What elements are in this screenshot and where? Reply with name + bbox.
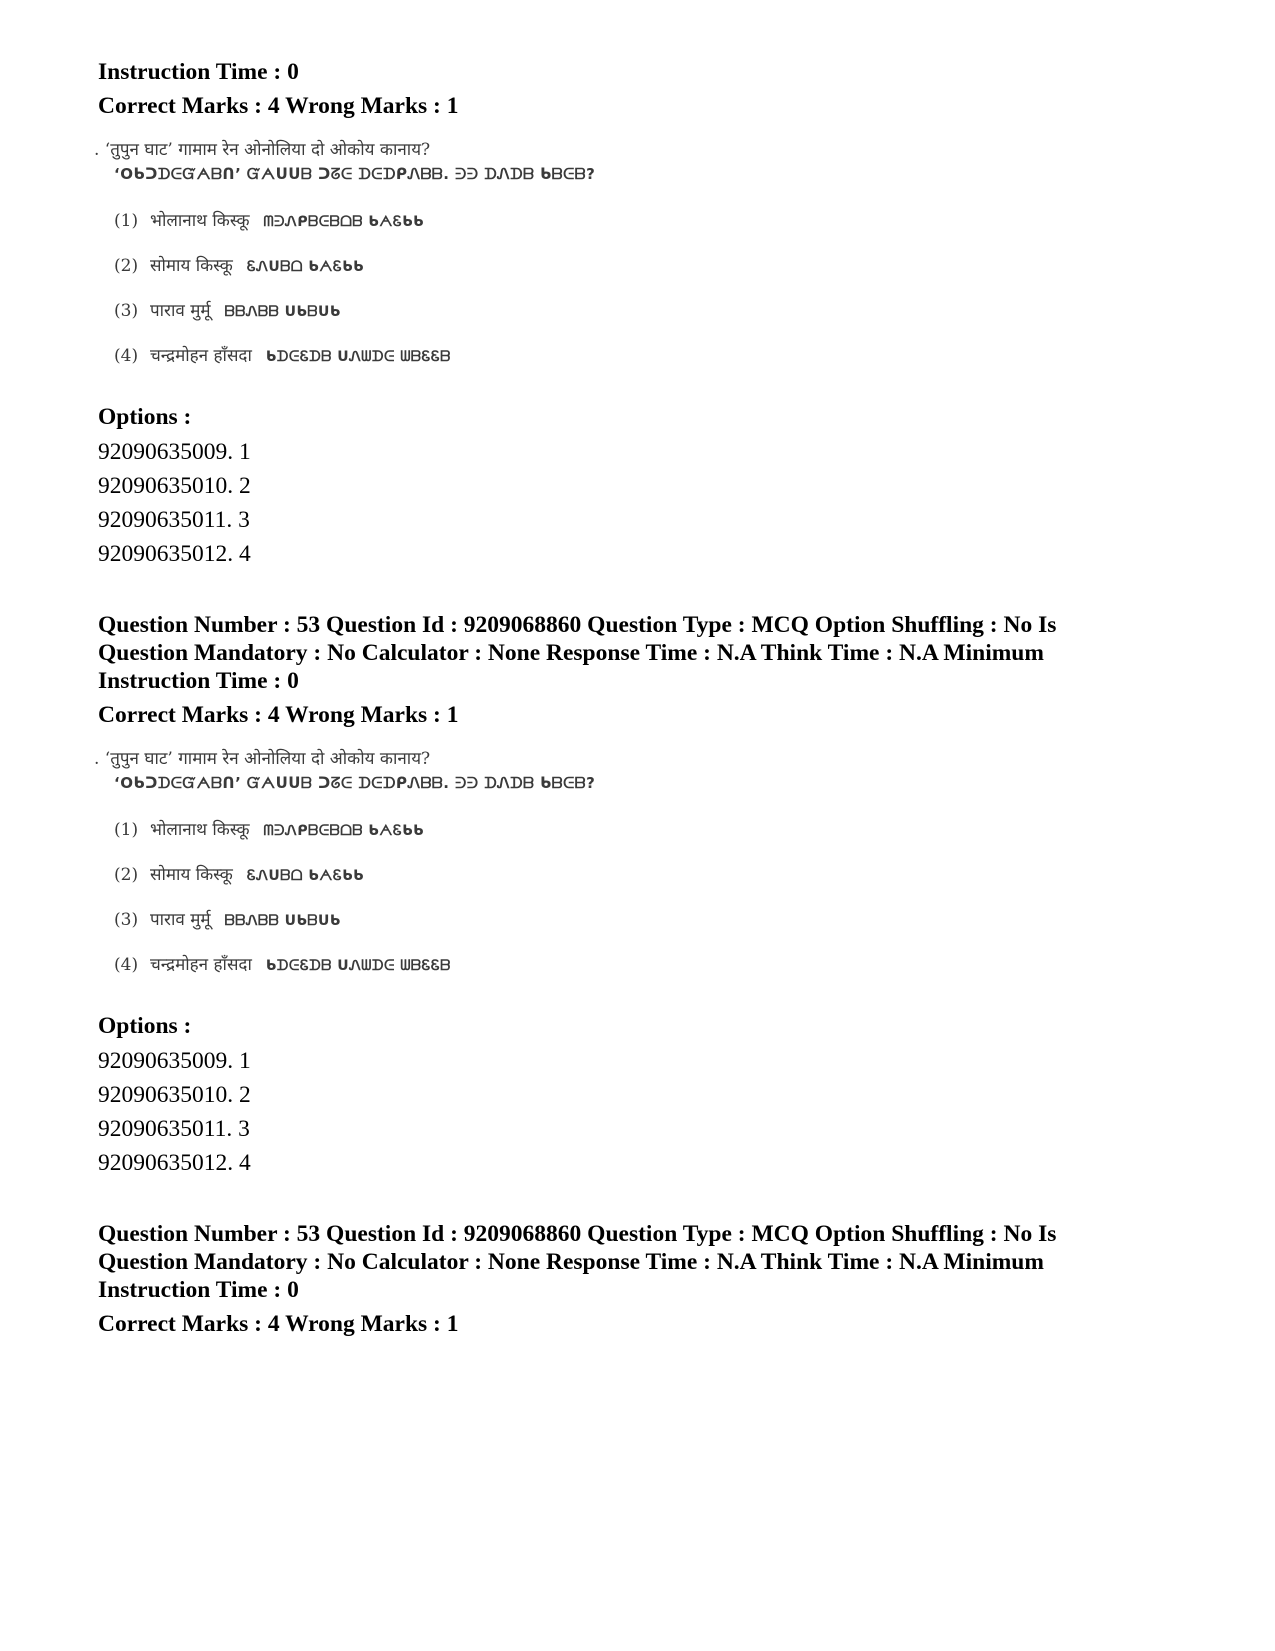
image-option-1: (1) भोलानाथ किस्कू ᗰᕭᏁᑭᗷᕮᗷᗝᗷ ᑲᗅᏋᑲᑲ <box>114 820 425 840</box>
image-option-3: (3) पाराव मुर्मू ᗷᗷᏁᗷᗷ ᑌᑲᗷᑌᑲ <box>114 910 341 930</box>
image-option-3: (3) पाराव मुर्मू ᗷᗷᏁᗷᗷ ᑌᑲᗷᑌᑲ <box>114 301 341 321</box>
image-option-2: (2) सोमाय किस्कू ᏋᏁᑌᗷᗝ ᑲᗅᏋᑲᑲ <box>114 865 365 885</box>
question-meta: Question Number : 53 Question Id : 9209068860 Question Type : MCQ Option Shuffling : No Is Question Mandatory : No Calculator : None Response Time : N.A Think Time : N.A Minimum Instruction Time : 0 <box>98 612 1057 694</box>
instruction-time: Instruction Time : 0 <box>98 59 299 85</box>
question-image <box>94 138 1188 383</box>
question-block-1 <box>94 58 1188 571</box>
image-option-1: (1) भोलानाथ किस्कू ᗰᕭᏁᑭᗷᕮᗷᗝᗷ ᑲᗅᏋᑲᑲ <box>114 211 425 231</box>
question-meta: Question Number : 53 Question Id : 9209068860 Question Type : MCQ Option Shuffling : No Is Question Mandatory : No Calculator : None Response Time : N.A Think Time : N.A Minimum Instruction Time : 0 <box>98 1221 1057 1303</box>
question-block-2 <box>94 611 1188 1180</box>
marks-line: Correct Marks : 4 Wrong Marks : 1 <box>98 1311 459 1337</box>
question-text-olchiki: ‘OᑲᑐᗪᕮᏳᗅᗷᑎ’ Ᏻᗅᑌᑌᗷ ᑐᘔᕮ ᗪᕮᗪᑭᏁᗷᗷ. ᕭᕭ ᗪᏁᗪᗷ ᑲᗷᕮᗷ? <box>114 165 596 183</box>
image-option-4: (4) चन्द्रमोहन हाँसदा ᑲᗪᕮᏋᗪᗷ ᑌᏁᗯᗪᕮ ᗯᗷᏋᏋᗷ <box>114 346 451 366</box>
question-block-3 <box>98 1220 1188 1338</box>
question-image <box>94 747 1188 992</box>
marks-line: Correct Marks : 4 Wrong Marks : 1 <box>98 93 459 119</box>
options-label: Options : <box>98 404 192 430</box>
option-item: 92090635011. 3 <box>98 507 250 533</box>
question-text-hindi: . ‘तुपुन घाट’ गामाम रेन ओनोलिया दो ओकोय कानाय? <box>94 749 431 769</box>
options-list <box>98 1044 1188 1180</box>
image-option-2: (2) सोमाय किस्कू ᏋᏁᑌᗷᗝ ᑲᗅᏋᑲᑲ <box>114 256 365 276</box>
options-list <box>98 435 1188 571</box>
question-text-olchiki: ‘OᑲᑐᗪᕮᏳᗅᗷᑎ’ Ᏻᗅᑌᑌᗷ ᑐᘔᕮ ᗪᕮᗪᑭᏁᗷᗷ. ᕭᕭ ᗪᏁᗪᗷ ᑲᗷᕮᗷ? <box>114 774 596 792</box>
marks-line: Correct Marks : 4 Wrong Marks : 1 <box>98 702 459 728</box>
option-item: 92090635011. 3 <box>98 1116 250 1142</box>
option-item: 92090635009. 1 <box>98 439 251 465</box>
image-option-4: (4) चन्द्रमोहन हाँसदा ᑲᗪᕮᏋᗪᗷ ᑌᏁᗯᗪᕮ ᗯᗷᏋᏋᗷ <box>114 955 451 975</box>
option-item: 92090635010. 2 <box>98 473 251 499</box>
document-page <box>94 58 1188 1338</box>
option-item: 92090635012. 4 <box>98 1150 251 1176</box>
option-item: 92090635010. 2 <box>98 1082 251 1108</box>
options-label: Options : <box>98 1013 192 1039</box>
question-text-hindi: . ‘तुपुन घाट’ गामाम रेन ओनोलिया दो ओकोय कानाय? <box>94 140 431 160</box>
option-item: 92090635012. 4 <box>98 541 251 567</box>
option-item: 92090635009. 1 <box>98 1048 251 1074</box>
